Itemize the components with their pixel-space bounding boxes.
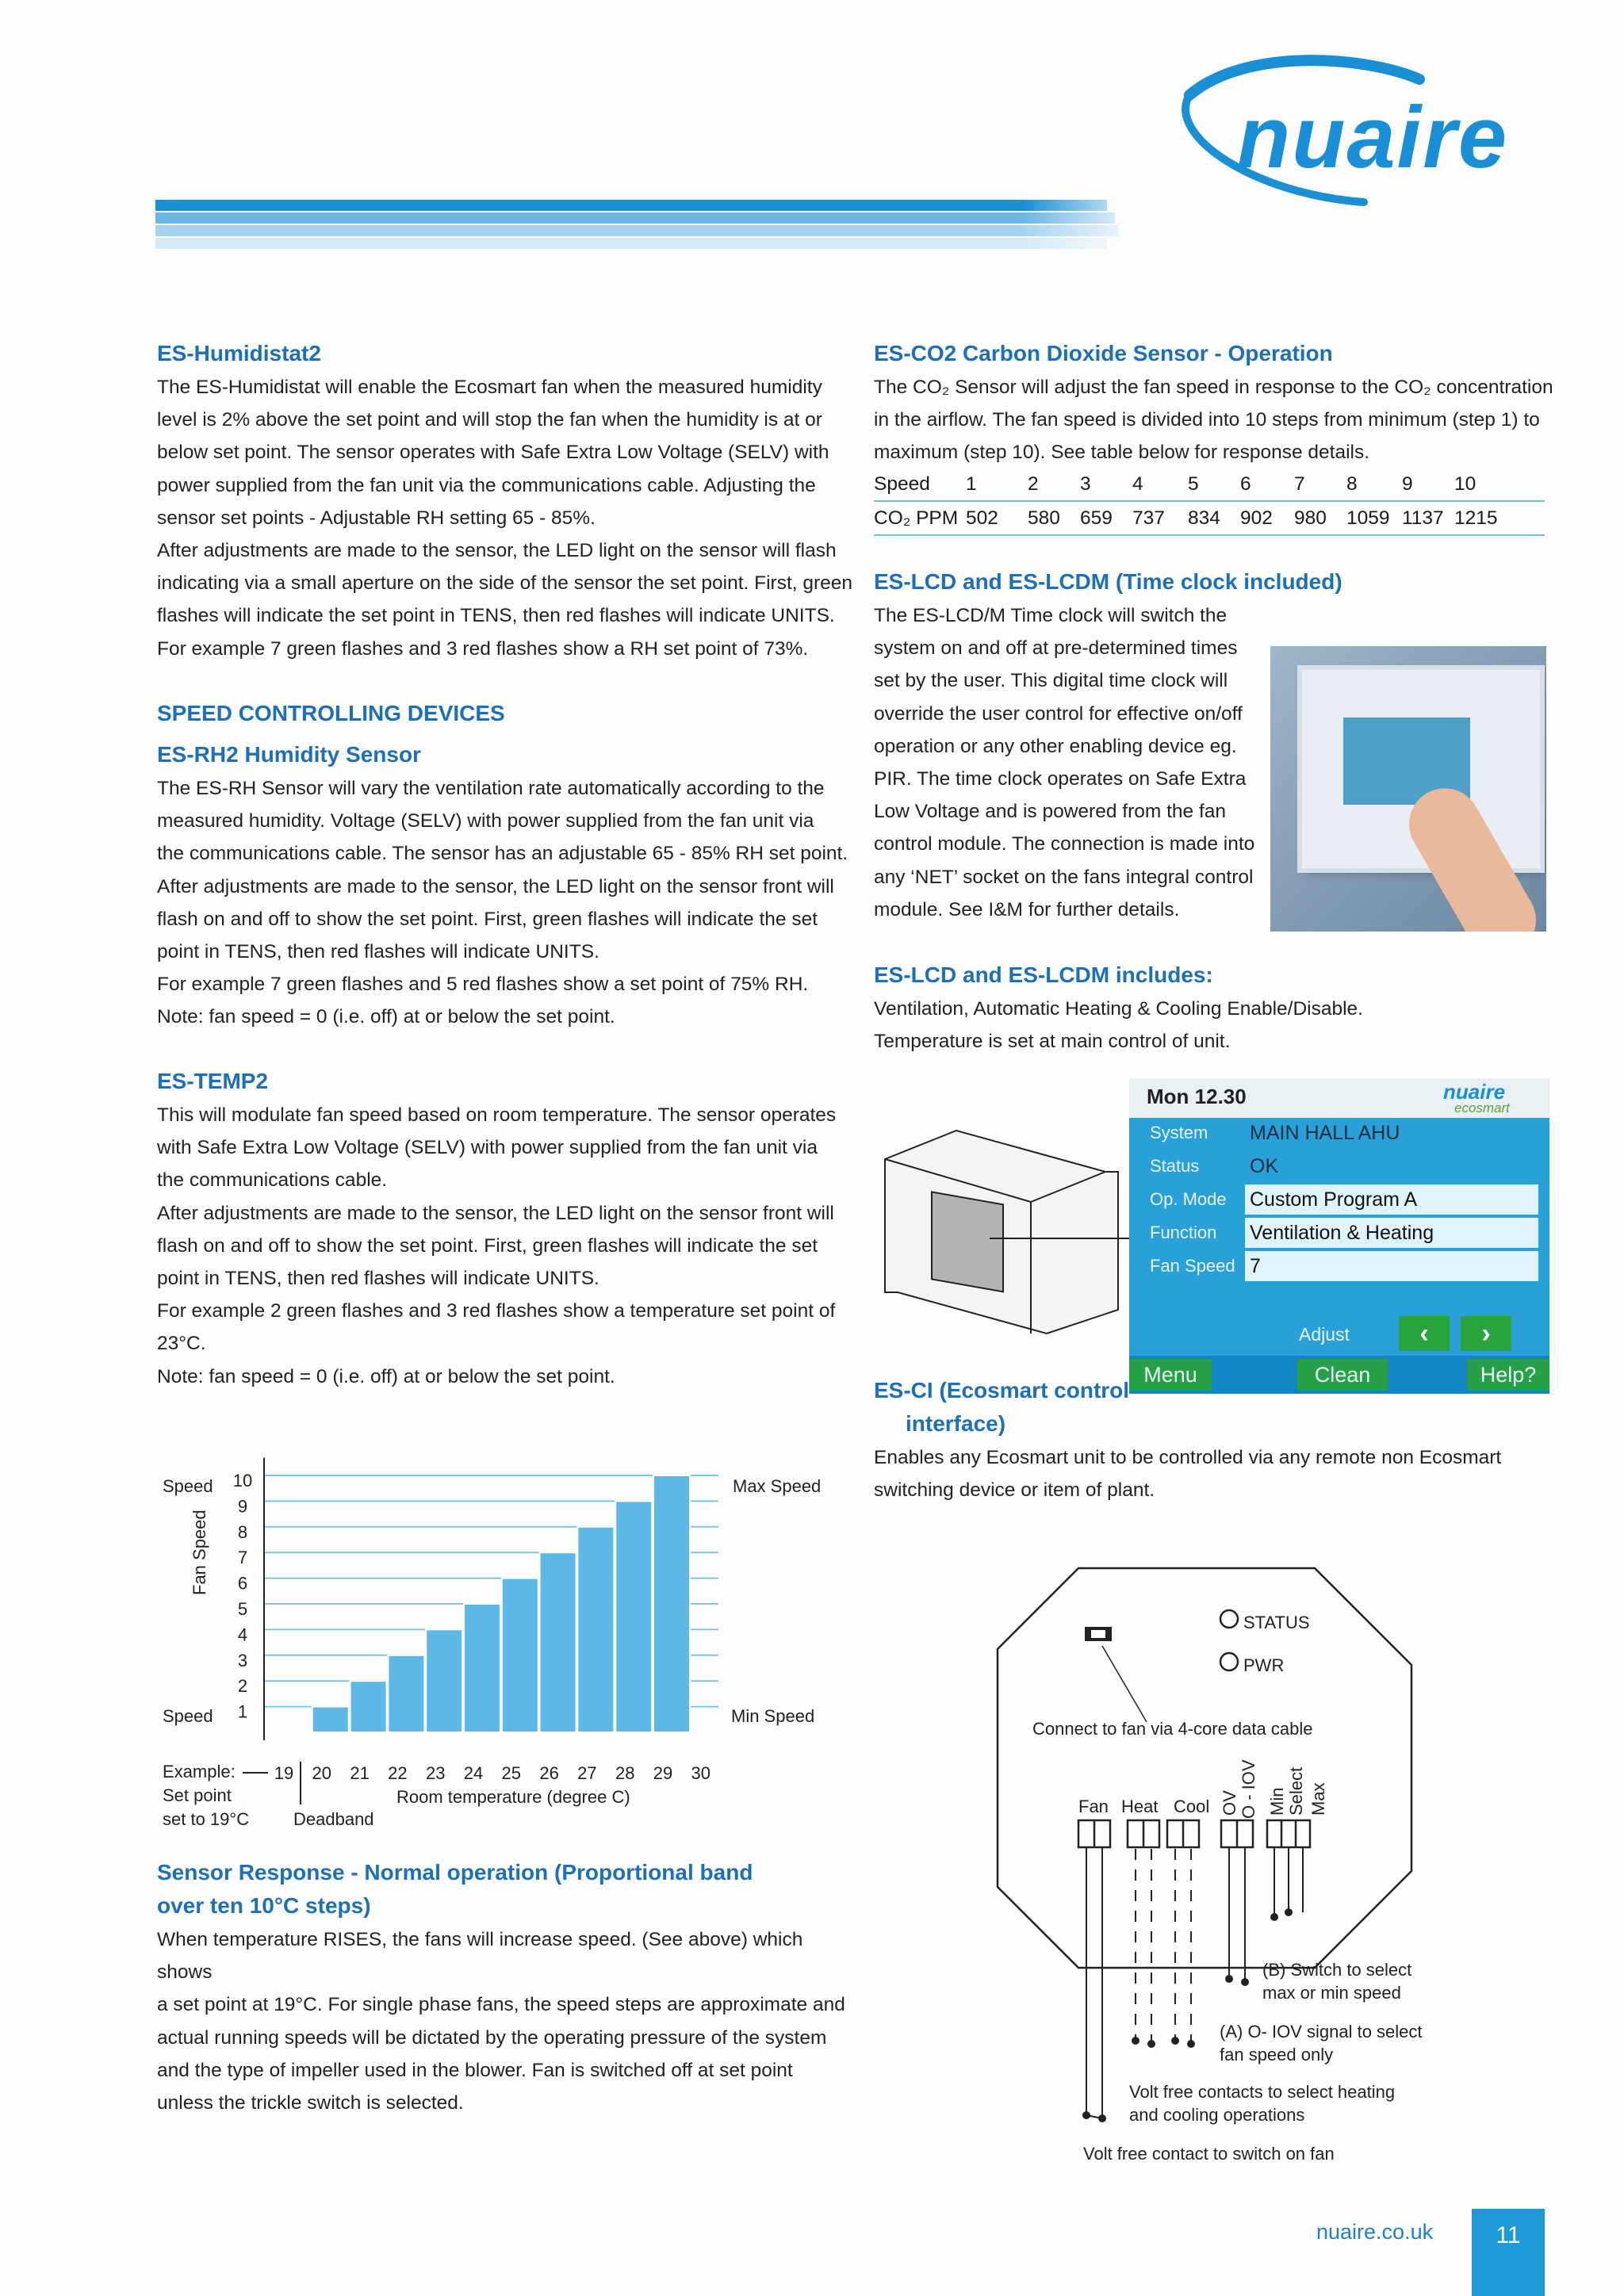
lcd-row-label: Fan Speed <box>1150 1256 1235 1276</box>
text-line: the communications cable. The sensor has an adjustable 65 - 85% RH set point. <box>157 843 848 865</box>
chart-setpoint-line2: set to 19°C <box>163 1809 250 1829</box>
lcd-menu-button[interactable]: Menu <box>1129 1359 1212 1391</box>
lcd-row-value: OK <box>1250 1155 1279 1177</box>
co2-table <box>874 468 1545 536</box>
chart-y-tick-label: 9 <box>237 1496 248 1517</box>
chart-x-tick-label: 20 <box>312 1763 332 1783</box>
text-line: The ES-Humidistat will enable the Ecosmart fan when the measured humidity <box>157 377 822 398</box>
text-line: module. See I&M for further details. <box>874 898 1180 920</box>
text-line: control module. The connection is made into <box>874 833 1255 855</box>
co2-text <box>874 371 1556 469</box>
chart-bar <box>388 1655 424 1732</box>
lcd-row-label: Op. Mode <box>1150 1189 1227 1209</box>
text-line: The ES-LCD/M Time clock will switch the <box>874 605 1228 626</box>
chart-y-tick-label: 7 <box>237 1548 248 1568</box>
includes-text <box>874 993 1556 1058</box>
chart-x-tick-label: 24 <box>463 1763 484 1783</box>
lcd-brand: nuaire <box>1443 1080 1506 1104</box>
text-line: After adjustments are made to the sensor, the LED light on the sensor will flash <box>157 540 837 562</box>
text-line: flash on and off to show the set point. First, green flashes will indicate the set <box>157 1234 818 1257</box>
lcd-row-label: Status <box>1150 1156 1200 1176</box>
text-line: set by the user. This digital time clock will <box>874 670 1228 692</box>
chart-bar <box>577 1527 614 1732</box>
ppm-cell: 502 <box>966 507 998 529</box>
ppm-cell: 580 <box>1028 507 1060 529</box>
footer-url[interactable]: nuaire.co.uk <box>1316 2220 1434 2244</box>
text-line: This will modulate fan speed based on room temperature. The sensor operates <box>157 1104 837 1126</box>
speed-header: Speed <box>874 473 930 495</box>
text-line: level is 2% above the set point and will stop the fan when the humidity is at or <box>157 409 822 431</box>
chart-x-axis-label: Room temperature (degree C) <box>396 1787 630 1807</box>
ppm-cell: 737 <box>1132 507 1165 529</box>
text-line: point in TENS, then red flashes will indicate UNITS. <box>157 941 599 963</box>
text-line: For example 7 green flashes and 5 red flashes show a set point of 75% RH. <box>157 974 809 996</box>
chart-bar <box>540 1552 576 1732</box>
chart-bar <box>350 1681 387 1732</box>
speed-cell: 7 <box>1294 473 1305 495</box>
text-line: PIR. The time clock operates on Safe Extra <box>874 768 1247 790</box>
text-line: Note: fan speed = 0 (i.e. off) at or below the set point. <box>157 1365 615 1387</box>
lcd-screen <box>1129 1078 1549 1394</box>
text-line: override the user control for effective on/off <box>874 702 1243 725</box>
speed-cell: 9 <box>1402 473 1413 495</box>
ci-text <box>874 1441 1556 1506</box>
ppm-cell: 834 <box>1188 507 1220 529</box>
text-line: For example 2 green flashes and 3 red flashes show a temperature set point of <box>157 1300 836 1322</box>
ci-housing <box>998 1568 1411 1968</box>
sensor-response-title-2: over ten 10°C steps) <box>157 1893 371 1918</box>
chart-y-tick-label: 2 <box>237 1676 248 1697</box>
lcd-row-field[interactable]: Custom Program A <box>1245 1184 1538 1215</box>
text-line: flashes will indicate the set point in TENS, then red flashes will indicate UNITS. <box>157 605 835 627</box>
ppm-cell: 902 <box>1240 507 1273 529</box>
text-line: measured humidity. Voltage (SELV) with power supplied from the fan unit via <box>157 810 814 832</box>
text-line: switching device or item of plant. <box>874 1479 1155 1502</box>
text-line: sensor set points - Adjustable RH setting 65 - 85%. <box>157 507 596 529</box>
ci-title-2: interface) <box>906 1411 1006 1436</box>
chart-y-tick-label: 10 <box>232 1471 253 1490</box>
co2-title: ES-CO2 Carbon Dioxide Sensor - Operation <box>874 341 1333 365</box>
text-line: point in TENS, then red flashes will indicate UNITS. <box>157 1268 599 1290</box>
chart-min-label: Min Speed <box>731 1706 815 1726</box>
signal-a-label-2: fan speed only <box>1220 2045 1334 2064</box>
text-line: flash on and off to show the set point. First, green flashes will indicate the set <box>157 908 818 930</box>
lcd-row-field[interactable]: 7 <box>1245 1251 1538 1281</box>
chart-y-tick-label: 8 <box>237 1521 248 1542</box>
lcd-right-arrow-button[interactable]: › <box>1461 1316 1511 1351</box>
chart-speed-top: Speed <box>163 1476 213 1496</box>
chart-y-axis-label: Fan Speed <box>190 1510 209 1595</box>
text-line: and the type of impeller used in the blower. Fan is switched off at set point <box>157 2059 793 2081</box>
ppm-cell: 659 <box>1080 507 1113 529</box>
text-line: in the airflow. The fan speed is divided into 10 steps from minimum (step 1) to <box>874 409 1540 431</box>
text-line: The ES-RH Sensor will vary the ventilation rate automatically according to the <box>157 778 825 799</box>
text-line: Temperature is set at main control of unit. <box>874 1031 1231 1053</box>
text-line: operation or any other enabling device eg. <box>874 735 1237 757</box>
chart-speed-bottom: Speed <box>163 1706 213 1726</box>
text-line: After adjustments are made to the sensor, the LED light on the sensor front will <box>157 1202 834 1224</box>
text-line: indicating via a small aperture on the side of the sensor the set point. First, green <box>157 572 853 595</box>
ppm-header: CO₂ PPM <box>874 507 959 529</box>
text-line: below set point. The sensor operates with Safe Extra Low Voltage (SELV) with <box>157 442 829 464</box>
page-number: 11 <box>1472 2209 1545 2296</box>
ov-terminal-label: OV <box>1220 1790 1239 1816</box>
chart-y-tick-label: 4 <box>237 1624 248 1645</box>
brand-logo-text: nuaire <box>1237 89 1509 186</box>
chart-y-tick-label: 1 <box>237 1701 248 1722</box>
chart-x-tick-label: 25 <box>501 1763 522 1783</box>
text-line: Enables any Ecosmart unit to be controlled via any remote non Ecosmart <box>874 1447 1502 1468</box>
lcd-left-arrow-button[interactable]: ‹ <box>1399 1316 1450 1351</box>
text-line: any ‘NET’ socket on the fans integral control <box>874 866 1254 888</box>
header-stripe-fade <box>1023 200 1150 262</box>
speed-cell: 2 <box>1028 473 1039 495</box>
lcd-help-button[interactable]: Help? <box>1467 1359 1549 1391</box>
text-line: Ventilation, Automatic Heating & Cooling Enable/Disable. <box>874 998 1363 1020</box>
chart-x-tick-label: 29 <box>653 1763 673 1783</box>
speed-cell: 5 <box>1188 473 1199 495</box>
chart-x-tick-label: 27 <box>577 1763 597 1783</box>
text-line: 23°C. <box>157 1333 206 1355</box>
speed-cell: 10 <box>1454 473 1477 495</box>
chart-x-tick-label: 21 <box>350 1763 370 1783</box>
sensor-response-title-1: Sensor Response - Normal operation (Proportional band <box>157 1860 753 1885</box>
select-terminal-label: Select <box>1286 1766 1306 1816</box>
lcd-section-title: ES-LCD and ES-LCDM (Time clock included) <box>874 569 1342 594</box>
lcd-row-label: Function <box>1150 1223 1217 1242</box>
connect-label: Connect to fan via 4-core data cable <box>1032 1719 1313 1739</box>
lcd-clean-button[interactable]: Clean <box>1297 1359 1388 1391</box>
chart-y-tick-label: 6 <box>237 1573 248 1594</box>
text-line: Note: fan speed = 0 (i.e. off) at or below the set point. <box>157 1006 615 1028</box>
lcd-date: Mon 12.30 <box>1147 1085 1247 1108</box>
text-line: maximum (step 10). See table below for response details. <box>874 442 1370 464</box>
sensor-response-text <box>157 1923 855 2119</box>
switch-b-label-2: max or min speed <box>1262 1983 1401 2003</box>
chart-bar <box>615 1501 652 1732</box>
signal-a-label-1: (A) O- IOV signal to select <box>1220 2022 1423 2042</box>
lcd-row-label: System <box>1150 1123 1208 1142</box>
text-line: For example 7 green flashes and 3 red flashes show a RH set point of 73%. <box>157 637 809 660</box>
text-line: The CO₂ Sensor will adjust the fan speed in response to the CO₂ concentration <box>874 377 1553 398</box>
fan-terminal-label: Fan <box>1078 1797 1109 1816</box>
chart-example-label: Example: <box>163 1762 236 1781</box>
speed-cell: 8 <box>1346 473 1358 495</box>
pwr-led-label: PWR <box>1243 1655 1285 1675</box>
co2-speed-row <box>874 468 1545 500</box>
text-line: After adjustments are made to the sensor, the LED light on the sensor front will <box>157 875 834 897</box>
temp2-title: ES-TEMP2 <box>157 1069 269 1093</box>
text-line: a set point at 19°C. For single phase fans, the speed steps are approximate and <box>157 1994 845 2016</box>
chart-bar <box>312 1707 349 1732</box>
volt-free-fan-label: Volt free contact to switch on fan <box>1083 2144 1335 2164</box>
speed-cell: 1 <box>966 473 977 495</box>
switch-b-label-1: (B) Switch to select <box>1262 1960 1412 1980</box>
includes-title: ES-LCD and ES-LCDM includes: <box>874 962 1213 987</box>
speed-devices-heading: SPEED CONTROLLING DEVICES <box>157 701 505 725</box>
chart-setpoint-line1: Set point <box>163 1785 232 1805</box>
heat-terminal-label: Heat <box>1121 1797 1159 1816</box>
chart-deadband: Deadband <box>293 1809 374 1829</box>
chart-x-tick-label: 26 <box>539 1763 559 1783</box>
lcd-section-text <box>874 599 1270 926</box>
co2-ppm-row <box>874 502 1545 534</box>
ci-title-1: ES-CI (Ecosmart control <box>874 1378 1130 1402</box>
text-line: with Safe Extra Low Voltage (SELV) with power supplied from the fan unit via <box>157 1137 818 1159</box>
rh2-title: ES-RH2 Humidity Sensor <box>157 742 421 767</box>
status-led-label: STATUS <box>1243 1613 1310 1632</box>
lcd-adjust-label: Adjust <box>1299 1324 1350 1345</box>
chart-x-tick-label: 28 <box>615 1763 635 1783</box>
chart-canvas <box>0 0 793 1855</box>
chart-y-tick-label: 3 <box>237 1650 248 1670</box>
time-clock-photo <box>1270 646 1546 932</box>
pwr-led <box>1220 1653 1238 1670</box>
oiov-terminal-label: O - IOV <box>1239 1759 1258 1819</box>
ppm-cell: 1059 <box>1346 507 1390 529</box>
cool-terminal-label: Cool <box>1174 1797 1210 1816</box>
table-rule <box>874 534 1545 536</box>
speed-cell: 4 <box>1132 473 1143 495</box>
chart-x-tick-label: 23 <box>425 1763 446 1783</box>
chart-bar <box>502 1578 538 1732</box>
lcd-row-value: MAIN HALL AHU <box>1250 1122 1400 1144</box>
chart-x-tick-label: 22 <box>388 1763 408 1783</box>
speed-cell: 3 <box>1080 473 1091 495</box>
lcd-row-field[interactable]: Ventilation & Heating <box>1245 1218 1538 1248</box>
text-line: Low Voltage and is powered from the fan <box>874 801 1227 823</box>
ppm-cell: 980 <box>1294 507 1327 529</box>
chart-bar <box>653 1475 690 1732</box>
terminal-blocks <box>1078 1820 1310 1847</box>
ppm-cell: 1137 <box>1402 507 1444 529</box>
lcd-device-drawing <box>880 1126 1150 1340</box>
ppm-cell: 1215 <box>1454 507 1498 529</box>
text-line: unless the trickle switch is selected. <box>157 2092 464 2114</box>
text-line: system on and off at pre-determined times <box>874 637 1238 660</box>
min-terminal-label: Min <box>1267 1787 1287 1816</box>
chart-bar <box>426 1629 462 1732</box>
text-line: power supplied from the fan unit via the communications cable. Adjusting the <box>157 474 816 496</box>
text-line: the communications cable. <box>157 1169 388 1192</box>
text-line: actual running speeds will be dictated by the operating pressure of the system <box>157 2026 827 2049</box>
speed-cell: 6 <box>1240 473 1251 495</box>
volt-free-hc-label-1: Volt free contacts to select heating <box>1129 2082 1396 2102</box>
chart-y-tick-label: 5 <box>237 1599 248 1619</box>
chart-x-tick-label: 30 <box>691 1763 711 1783</box>
text-line: When temperature RISES, the fans will increase speed. (See above) which shows <box>157 1929 803 1984</box>
chart-bar <box>464 1604 500 1732</box>
chart-x-tick-label: 19 <box>274 1763 294 1783</box>
volt-free-hc-label-2: and cooling operations <box>1129 2105 1305 2125</box>
chart-max-label: Max Speed <box>733 1476 822 1496</box>
max-terminal-label: Max <box>1308 1782 1328 1816</box>
status-led <box>1220 1610 1238 1628</box>
lcd-subbrand: ecosmart <box>1454 1100 1510 1115</box>
humidistat-title: ES-Humidistat2 <box>157 341 321 365</box>
